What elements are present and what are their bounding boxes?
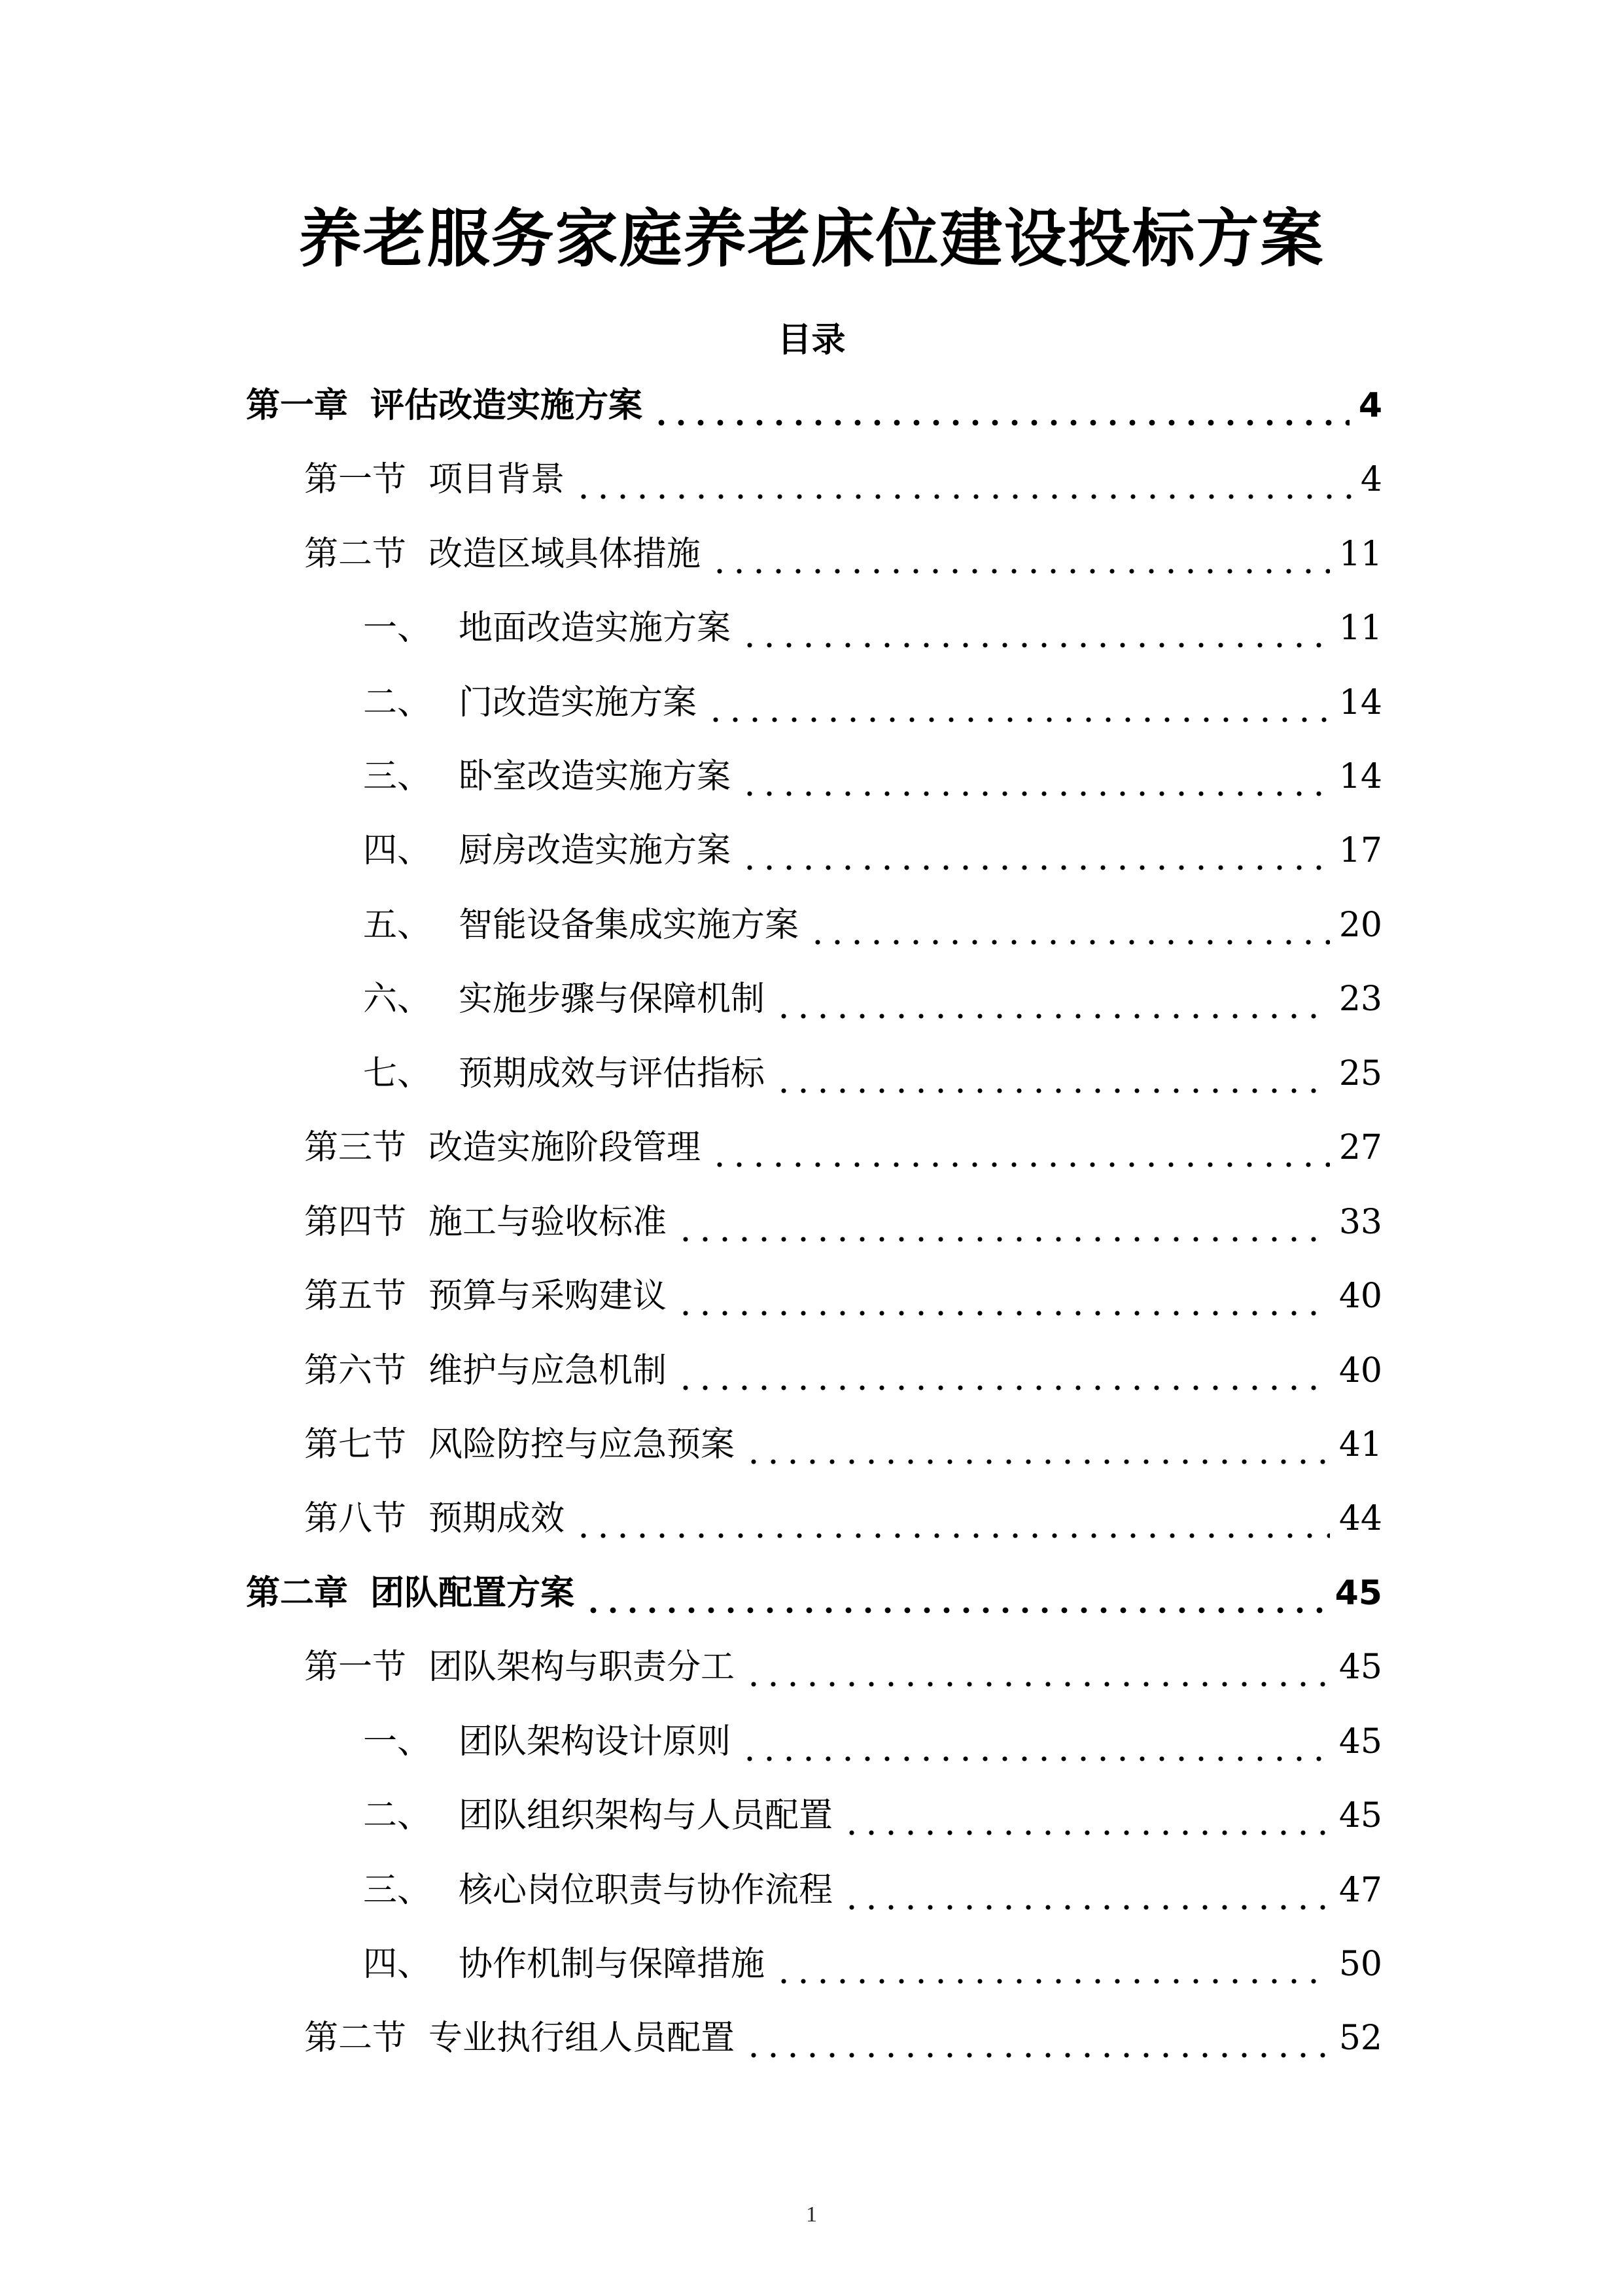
toc-prefix: 六、 [363,980,432,1019]
toc-entry-subsection[interactable] [363,1863,1382,1918]
toc-prefix: 第二节 [304,535,407,574]
toc-label: 专业执行组人员配置 [428,2019,735,2058]
toc-page-number: 41 [1338,1425,1382,1464]
toc-dot-leader [740,823,1330,878]
toc-prefix: 一、 [363,609,432,648]
toc-entry-section[interactable] [304,1417,1382,1472]
toc-entry-subsection[interactable] [363,972,1382,1027]
toc-page-number: 17 [1338,831,1382,870]
toc-dot-leader [774,1046,1330,1101]
toc-page-number: 4 [1358,386,1382,425]
toc-prefix: 第五节 [304,1277,407,1316]
toc-page-number: 11 [1338,609,1382,648]
toc-dot-leader [574,1491,1330,1546]
toc-dot-leader [744,2011,1330,2066]
toc-entry-section[interactable] [304,2011,1382,2066]
toc-entry-section[interactable] [304,1269,1382,1324]
toc-entry-subsection[interactable] [363,1714,1382,1769]
toc-prefix: 四、 [363,1945,432,1984]
toc-label: 卧室改造实施方案 [459,757,731,796]
toc-label: 团队配置方案 [370,1574,575,1613]
toc-dot-leader [842,1863,1330,1918]
toc-entry-subsection[interactable] [363,1788,1382,1843]
toc-label: 地面改造实施方案 [459,609,731,648]
toc-page-number: 50 [1338,1945,1382,1984]
toc-page-number: 14 [1338,757,1382,796]
toc-entry-subsection[interactable] [363,749,1382,804]
toc-dot-leader [706,675,1330,730]
toc-prefix: 第一章 [246,386,349,425]
toc-prefix: 第一节 [304,460,407,499]
toc-dot-leader [710,527,1330,582]
toc-dot-leader [676,1343,1330,1398]
toc-entry-subsection[interactable] [363,1046,1382,1101]
toc-page-number: 47 [1338,1871,1382,1910]
toc-prefix: 一、 [363,1722,432,1761]
toc-entry-subsection[interactable] [363,601,1382,656]
toc-page-number: 14 [1338,683,1382,722]
toc-entry-section[interactable] [304,1491,1382,1546]
document-title: 养老服务家庭养老床位建设投标方案 [298,202,1325,275]
toc-dot-leader [774,972,1330,1027]
toc-entry-subsection[interactable] [363,675,1382,730]
toc-prefix: 二、 [363,1796,432,1835]
toc-dot-leader [574,452,1352,507]
toc-heading: 目录 [777,321,846,360]
toc-entry-section[interactable] [304,1195,1382,1250]
toc-page-number: 27 [1338,1128,1382,1167]
toc-label: 维护与应急机制 [428,1351,667,1390]
toc-prefix: 第三节 [304,1128,407,1167]
toc-entry-section[interactable] [304,1640,1382,1695]
toc-label: 风险防控与应急预案 [428,1425,735,1464]
toc-prefix: 第二节 [304,2019,407,2058]
toc-label: 预期成效与评估指标 [459,1054,765,1093]
toc-page-number: 40 [1338,1351,1382,1390]
toc-page-number: 52 [1338,2019,1382,2058]
toc-page-number: 25 [1338,1054,1382,1093]
toc-prefix: 第二章 [246,1574,349,1613]
toc-label: 实施步骤与保障机制 [459,980,765,1019]
toc-entry-subsection[interactable] [363,823,1382,878]
toc-label: 项目背景 [428,460,565,499]
toc-page-number: 40 [1338,1277,1382,1316]
toc-page-number: 44 [1338,1499,1382,1538]
toc-page-number: 45 [1338,1796,1382,1835]
toc-prefix: 五、 [363,906,432,945]
toc-prefix: 第一节 [304,1648,407,1687]
toc-prefix: 七、 [363,1054,432,1093]
toc-entry-subsection[interactable] [363,898,1382,953]
toc-prefix: 二、 [363,683,432,722]
toc-entry-section[interactable] [304,1343,1382,1398]
toc-page-number: 45 [1335,1574,1382,1613]
toc-label: 团队架构设计原则 [459,1722,731,1761]
toc-entry-section[interactable] [304,452,1382,507]
toc-dot-leader [740,601,1330,656]
toc-dot-leader [808,898,1330,953]
page-number: 1 [806,2202,817,2227]
toc-prefix: 三、 [363,1871,432,1910]
toc-entry-chapter-1[interactable] [246,378,1382,433]
toc-dot-leader [710,1120,1330,1175]
toc-page-number: 4 [1360,460,1382,499]
toc-page-number: 33 [1338,1203,1382,1242]
toc-dot-leader [744,1417,1330,1472]
toc-page-number: 11 [1338,535,1382,574]
toc-label: 核心岗位职责与协作流程 [459,1871,833,1910]
toc-label: 预期成效 [428,1499,565,1538]
toc-prefix: 第八节 [304,1499,407,1538]
toc-page-number: 20 [1338,906,1382,945]
toc-prefix: 第四节 [304,1203,407,1242]
toc-entry-section[interactable] [304,527,1382,582]
toc-dot-leader [676,1269,1330,1324]
toc-dot-leader [740,749,1330,804]
toc-page-number: 23 [1338,980,1382,1019]
toc-dot-leader [676,1195,1330,1250]
toc-label: 厨房改造实施方案 [459,831,731,870]
toc-label: 智能设备集成实施方案 [459,906,799,945]
toc-label: 协作机制与保障措施 [459,1945,765,1984]
toc-dot-leader [740,1714,1330,1769]
toc-page-number: 45 [1338,1722,1382,1761]
toc-prefix: 四、 [363,831,432,870]
toc-prefix: 第七节 [304,1425,407,1464]
toc-dot-leader [842,1788,1330,1843]
toc-dot-leader [774,1937,1330,1992]
toc-label: 改造实施阶段管理 [428,1128,701,1167]
toc-label: 评估改造实施方案 [370,386,643,425]
toc-label: 预算与采购建议 [428,1277,667,1316]
toc-label: 团队组织架构与人员配置 [459,1796,833,1835]
toc-dot-leader [584,1566,1326,1621]
toc-page-number: 45 [1338,1648,1382,1687]
toc-prefix: 第六节 [304,1351,407,1390]
toc-entry-chapter-2[interactable] [246,1566,1382,1621]
toc-prefix: 三、 [363,757,432,796]
toc-entry-section[interactable] [304,1120,1382,1175]
toc-dot-leader [652,378,1350,433]
toc-label: 团队架构与职责分工 [428,1648,735,1687]
toc-dot-leader [744,1640,1330,1695]
toc-entry-subsection[interactable] [363,1937,1382,1992]
toc-label: 改造区域具体措施 [428,535,701,574]
toc-label: 施工与验收标准 [428,1203,667,1242]
toc-label: 门改造实施方案 [459,683,697,722]
